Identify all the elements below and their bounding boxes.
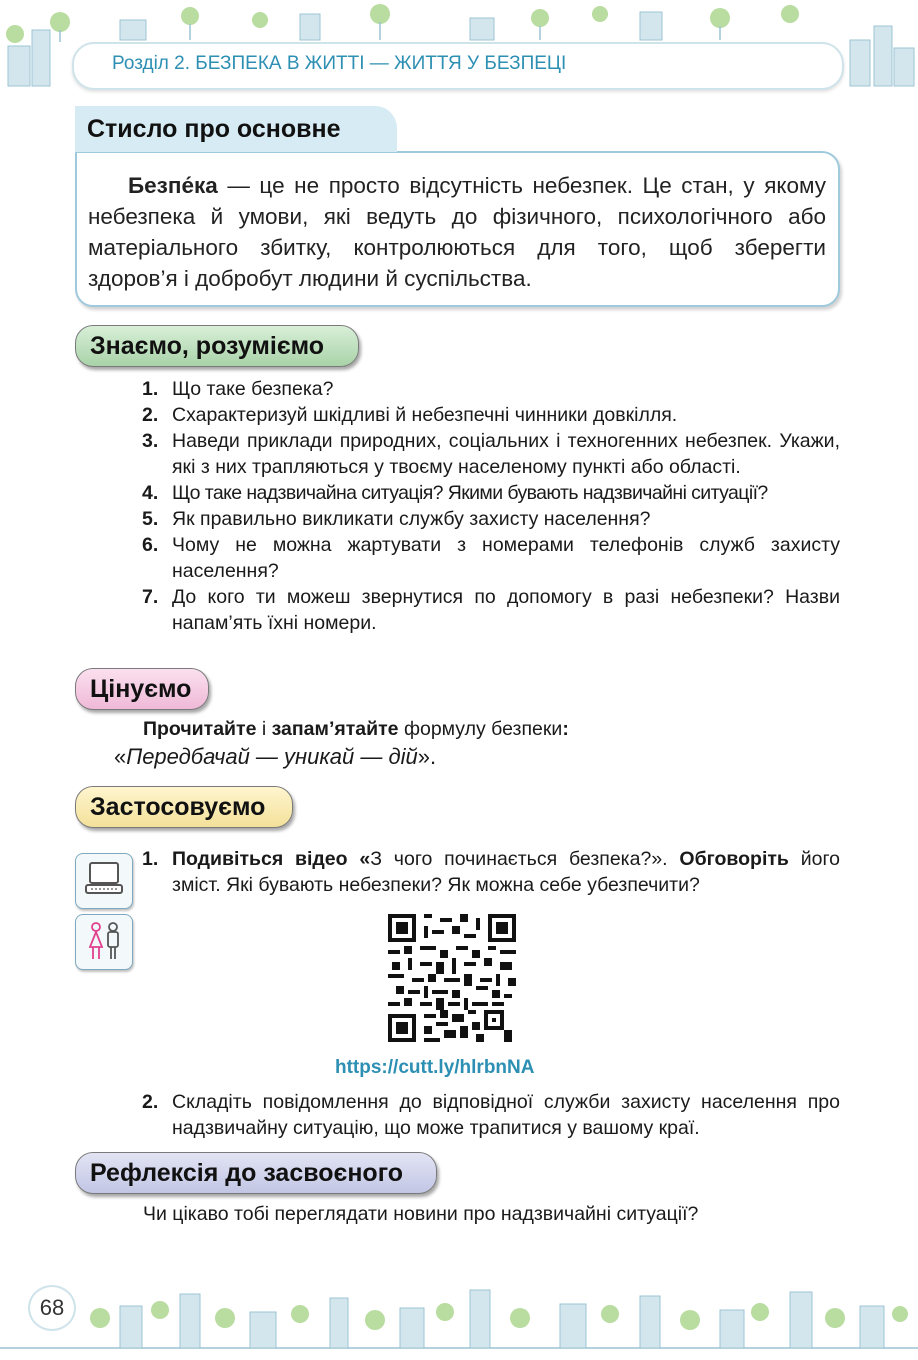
list-item-text: Наведи приклади природних, соціальних і техногенних небезпек. Укажи, які з них трапляються у твоєму населеному пункті або області.	[172, 430, 840, 478]
list-item	[142, 532, 840, 584]
formula-text: Передбачай — уникай — дій	[126, 744, 418, 769]
value-and: і	[256, 718, 272, 740]
qr-video-link[interactable]: https://cutt.ly/hlrbnNA	[335, 1057, 535, 1078]
reflect-heading: Рефлексія до засвоєного	[75, 1152, 437, 1194]
apply-bold-discuss: Обговоріть	[679, 848, 789, 870]
list-item-text: Що таке безпека?	[172, 378, 334, 400]
list-item-number: 4.	[142, 482, 159, 504]
list-item	[142, 428, 840, 480]
list-item-number: 1.	[142, 378, 159, 400]
apply-item-1	[142, 846, 840, 898]
list-item	[142, 376, 840, 402]
list-item	[142, 402, 840, 428]
computer-icon	[75, 853, 133, 909]
formula-quote-open: «	[114, 744, 127, 769]
bottom-city-decoration	[0, 1268, 918, 1360]
summary-definition: — це не просто відсутність небезпек. Це стан, у якому небезпека й умови, які ведуть до фізичного, психологічного або матеріального збитку, контролюються для того, щоб зберегти здоров’я і добробут людини й суспільства.	[88, 173, 826, 291]
page-number: 68	[28, 1285, 76, 1331]
know-heading: Знаємо, розуміємо	[75, 325, 359, 367]
apply-item-2	[142, 1089, 840, 1141]
apply-bold-watch: Подивіться відео «	[172, 848, 371, 870]
value-instruction	[143, 718, 569, 741]
value-rest: формулу безпеки	[398, 718, 563, 740]
pair-work-icon	[75, 914, 133, 970]
qr-code[interactable]	[388, 914, 516, 1042]
apply-heading: Застосовуємо	[75, 786, 293, 828]
value-colon: :	[562, 718, 569, 740]
list-item-text: Схарактеризуй шкідливі й небезпечні чинники довкілля.	[172, 404, 678, 426]
value-heading: Цінуємо	[75, 668, 209, 710]
list-item-number: 3.	[142, 430, 159, 452]
list-item-number: 7.	[142, 586, 159, 608]
list-item-number: 5.	[142, 508, 159, 530]
list-item	[142, 584, 840, 636]
apply-item-number: 1.	[142, 848, 159, 870]
list-item-number: 6.	[142, 534, 159, 556]
know-question-list	[142, 376, 840, 636]
chapter-header	[112, 53, 566, 75]
list-item-text: Чому не можна жартувати з номерами телефонів служб захисту населення?	[172, 534, 840, 582]
list-item-text: До кого ти можеш звернутися по допомогу в разі небезпеки? Назви напам’ять їхні номери.	[172, 586, 840, 634]
apply-item-text: Складіть повідомлення до відповідної служби захисту населення про надзвичайну ситуацію, що може трапитися у вашому краї.	[172, 1091, 840, 1139]
formula-quote-close: ».	[417, 744, 437, 769]
apply-video-title: З чого починається безпека?».	[370, 848, 680, 870]
safety-formula	[114, 744, 436, 770]
city-skyline-illustration	[0, 1268, 918, 1360]
summary-heading: Стисло про основне	[75, 106, 397, 152]
list-item-number: 2.	[142, 404, 159, 426]
summary-text	[88, 170, 826, 294]
value-bold-read: Прочитайте	[143, 718, 257, 740]
list-item	[142, 480, 840, 506]
reflect-question: Чи цікаво тобі переглядати новини про надзвичайні ситуації?	[143, 1203, 699, 1225]
list-item-text: Що таке надзвичайна ситуація? Якими бувають надзвичайні ситуації?	[172, 482, 768, 504]
apply-item-number: 2.	[142, 1091, 159, 1113]
chapter-title: БЕЗПЕКА В ЖИТТІ — ЖИТТЯ У БЕЗПЕЦІ	[195, 53, 567, 74]
summary-term: Безпе́ка	[128, 173, 218, 198]
apply-item-text: його зміст. Які бувають небезпеки? Як можна себе убезпечити?	[172, 848, 840, 896]
chapter-section-label: Розділ 2.	[112, 53, 191, 74]
list-item	[142, 506, 840, 532]
value-bold-remember: запам’ятайте	[271, 718, 399, 740]
list-item-text: Як правильно викликати службу захисту населення?	[172, 508, 651, 530]
